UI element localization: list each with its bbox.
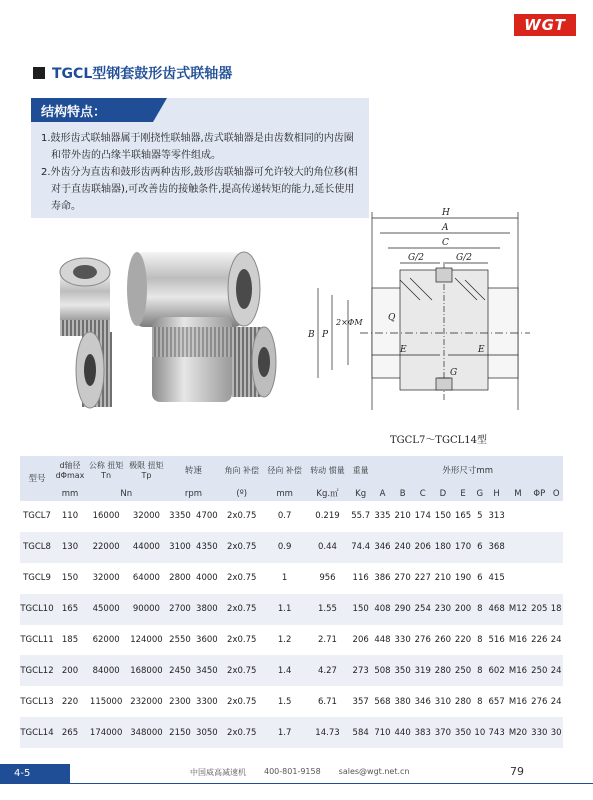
dim-col-D: D xyxy=(433,486,453,501)
table-cell: 2x0.75 xyxy=(220,594,263,625)
table-row xyxy=(20,655,563,686)
table-cell: 584 xyxy=(349,717,373,748)
table-cell xyxy=(529,532,549,563)
table-cell: TGCL10 xyxy=(20,594,54,625)
table-cell xyxy=(529,563,549,594)
table-cell: 150 xyxy=(61,573,79,584)
dim-col-G: G xyxy=(473,486,486,501)
th-inertia: 转动 惯量 xyxy=(306,456,349,486)
table-cell: 1.4 xyxy=(263,655,306,686)
table-cell: 3050 xyxy=(193,717,220,748)
table-cell: 8 xyxy=(477,696,483,707)
table-cell: 4350 xyxy=(193,532,220,563)
table-cell: 210 xyxy=(434,573,452,584)
table-cell: 956 xyxy=(319,573,336,584)
table-cell: 10 xyxy=(473,717,486,748)
table-cell: M12 xyxy=(507,594,530,625)
table-cell: 3300 xyxy=(196,696,218,707)
table-row xyxy=(20,501,563,532)
table-cell: 24 xyxy=(550,635,562,645)
table-cell: 124000 xyxy=(130,635,163,645)
th-speed: 转速 xyxy=(167,456,221,486)
th-torque xyxy=(86,456,167,486)
dim-col-M: M xyxy=(507,486,530,501)
dim-col-H: H xyxy=(487,486,507,501)
table-cell: 2150 xyxy=(167,717,194,748)
table-cell: 743 xyxy=(487,717,507,748)
table-cell: M20 xyxy=(507,717,530,748)
table-cell: 0.7 xyxy=(277,511,292,522)
dim-M: 2×ΦM xyxy=(336,318,363,327)
table-cell: 84000 xyxy=(86,655,126,686)
table-row xyxy=(20,625,563,656)
unit-angular: (º) xyxy=(220,486,263,501)
table-cell: M16 xyxy=(507,655,530,686)
table-cell: 657 xyxy=(488,696,505,707)
table-cell: 220 xyxy=(454,635,472,645)
large-sleeve xyxy=(127,252,260,327)
th-torque-p: 极限 扭矩 Tp xyxy=(129,461,164,480)
table-cell: 2550 xyxy=(169,635,191,645)
table-cell: TGCL12 xyxy=(20,655,54,686)
table-cell: 24 xyxy=(549,655,563,686)
table-cell: 62000 xyxy=(92,635,120,645)
title-square-icon xyxy=(33,67,45,79)
table-cell: 32000 xyxy=(92,573,120,584)
table-cell: 150 xyxy=(349,594,373,625)
table-cell: 386 xyxy=(374,573,391,584)
unit-radial: mm xyxy=(263,486,306,501)
technical-drawing xyxy=(300,200,558,450)
table-cell xyxy=(549,501,563,532)
table-cell: 508 xyxy=(372,655,392,686)
table-cell: 174000 xyxy=(86,717,126,748)
table-cell: 185 xyxy=(61,635,79,645)
table-cell: 3600 xyxy=(196,635,218,645)
table-cell: 165 xyxy=(454,511,472,522)
table-cell: 6.71 xyxy=(318,696,337,707)
table-cell: 290 xyxy=(393,594,413,625)
table-cell: 240 xyxy=(393,532,413,563)
dim-B: B xyxy=(308,330,315,340)
unit-speed: rpm xyxy=(167,486,221,501)
footer-phone: 400-801-9158 xyxy=(264,767,321,776)
table-cell: 232000 xyxy=(130,696,163,707)
table-cell: 230 xyxy=(433,594,453,625)
footer-email: sales@wgt.net.cn xyxy=(338,767,410,776)
table-cell: 227 xyxy=(414,573,431,584)
footer-section: 4-5 xyxy=(0,764,70,784)
table-cell: 260 xyxy=(434,635,452,645)
table-cell: 174 xyxy=(414,511,431,522)
table-cell: 110 xyxy=(61,511,79,522)
dim-G-half-left: G/2 xyxy=(408,253,424,263)
table-cell: 55.7 xyxy=(351,511,371,522)
table-cell: 380 xyxy=(394,696,411,707)
table-cell: 2x0.75 xyxy=(220,717,263,748)
table-cell: 206 xyxy=(352,635,369,645)
dim-col-B: B xyxy=(393,486,413,501)
dim-P: P xyxy=(322,330,329,340)
table-cell: 1.1 xyxy=(263,594,306,625)
feature-item: 2.外齿分为直齿和鼓形齿两种齿形,鼓形齿联轴器可允许较大的角位移(相对于直齿联轴器),可改善齿的接触条件,提高传递转矩的能力,延长使用寿命。 xyxy=(41,167,358,212)
table-cell: 415 xyxy=(488,573,505,584)
table-cell: 346 xyxy=(372,532,392,563)
table-row xyxy=(20,594,563,625)
table-cell xyxy=(507,563,530,594)
table-cell: 448 xyxy=(374,635,391,645)
table-cell: TGCL11 xyxy=(20,635,54,645)
table-cell: 710 xyxy=(372,717,392,748)
table-cell: 254 xyxy=(413,594,433,625)
coupling-photo xyxy=(42,232,292,417)
table-cell: 4.27 xyxy=(306,655,349,686)
table-cell: 210 xyxy=(394,511,411,522)
table-cell: 1.2 xyxy=(277,635,292,645)
table-cell xyxy=(549,563,563,594)
table-cell: 2x0.75 xyxy=(227,696,257,707)
table-cell: 335 xyxy=(374,511,391,522)
table-cell: 200 xyxy=(453,594,473,625)
table-cell: 2x0.75 xyxy=(220,532,263,563)
table-cell: 350 xyxy=(453,717,473,748)
table-cell: 280 xyxy=(454,696,472,707)
drawing-caption: TGCL7～TGCL14型 xyxy=(390,435,487,446)
table-cell: 516 xyxy=(488,635,505,645)
dim-C: C xyxy=(442,238,449,248)
table-cell: 2.71 xyxy=(318,635,337,645)
dim-G: G xyxy=(450,368,458,378)
table-cell: 250 xyxy=(453,655,473,686)
table-cell: 440 xyxy=(393,717,413,748)
table-cell: 130 xyxy=(54,532,86,563)
table-cell: 280 xyxy=(433,655,453,686)
dim-col-O: O xyxy=(549,486,563,501)
table-cell: 4700 xyxy=(196,511,218,522)
page-number: 79 xyxy=(510,765,524,778)
table-cell: 270 xyxy=(394,573,411,584)
table-cell: 22000 xyxy=(86,532,126,563)
table-cell: 346 xyxy=(414,696,431,707)
table-cell: 313 xyxy=(488,511,505,522)
dim-A: A xyxy=(442,223,449,233)
table-cell: 116 xyxy=(352,573,369,584)
table-cell: 348000 xyxy=(126,717,166,748)
table-cell: 8 xyxy=(473,655,486,686)
table-cell: 1 xyxy=(281,573,288,584)
table-cell: 602 xyxy=(487,655,507,686)
table-cell: 2450 xyxy=(167,655,194,686)
table-cell: 18 xyxy=(549,594,563,625)
table-cell xyxy=(549,532,563,563)
table-cell: 370 xyxy=(433,717,453,748)
table-cell: 319 xyxy=(413,655,433,686)
table-cell: 368 xyxy=(487,532,507,563)
dim-E-right: E xyxy=(478,345,485,355)
page-title-row xyxy=(33,64,232,82)
table-cell: 1.55 xyxy=(306,594,349,625)
table-cell: 205 xyxy=(529,594,549,625)
page-title: TGCL型钢套鼓形齿式联轴器 xyxy=(52,66,233,82)
table-cell: 5 xyxy=(477,511,483,522)
table-cell: M16 xyxy=(508,696,528,707)
footer-divider xyxy=(70,783,593,784)
table-cell: 16000 xyxy=(92,511,120,522)
table-cell: 276 xyxy=(414,635,431,645)
table-cell: 165 xyxy=(54,594,86,625)
table-cell: 250 xyxy=(529,655,549,686)
table-cell: 30 xyxy=(549,717,563,748)
unit-bore: mm xyxy=(54,486,86,501)
spec-table-body xyxy=(20,501,563,748)
th-dims-group: 外形尺寸mm xyxy=(372,456,563,486)
table-cell: 0.44 xyxy=(306,532,349,563)
features-heading: 结构特点： xyxy=(41,105,107,120)
th-torque-n: 公称 扭矩 Tn xyxy=(88,461,124,480)
table-cell: 45000 xyxy=(86,594,126,625)
dim-Q: Q xyxy=(388,313,396,323)
dim-E-left: E xyxy=(400,345,407,355)
table-cell: TGCL9 xyxy=(23,573,51,584)
table-cell: 2700 xyxy=(167,594,194,625)
unit-torque: Nn xyxy=(86,486,167,501)
table-cell: 220 xyxy=(61,696,79,707)
table-cell: 6 xyxy=(477,573,483,584)
table-cell: 2x0.75 xyxy=(227,573,257,584)
table-cell: 226 xyxy=(531,635,548,645)
table-cell: 6 xyxy=(473,532,486,563)
table-cell: 200 xyxy=(54,655,86,686)
dim-col-C: C xyxy=(413,486,433,501)
table-cell: 150 xyxy=(434,511,452,522)
th-weight: 重量 xyxy=(349,456,373,486)
dim-H: H xyxy=(442,208,450,218)
table-cell: 64000 xyxy=(132,573,160,584)
table-cell: 115000 xyxy=(89,696,123,707)
table-cell: 568 xyxy=(374,696,391,707)
features-heading-tab xyxy=(31,98,153,122)
table-cell: 180 xyxy=(433,532,453,563)
table-cell: 330 xyxy=(394,635,411,645)
table-cell: 383 xyxy=(413,717,433,748)
table-cell: TGCL8 xyxy=(20,532,54,563)
table-cell: 468 xyxy=(487,594,507,625)
table-cell xyxy=(507,501,530,532)
table-cell: 8 xyxy=(477,635,483,645)
dim-col-E: E xyxy=(453,486,473,501)
table-cell: 1.7 xyxy=(263,717,306,748)
table-cell: 3450 xyxy=(193,655,220,686)
table-cell: 330 xyxy=(529,717,549,748)
table-cell: 1.5 xyxy=(277,696,292,707)
th-angular: 角向 补偿 xyxy=(220,456,263,486)
table-cell: 44000 xyxy=(126,532,166,563)
table-cell: TGCL7 xyxy=(23,511,51,522)
table-cell: 4000 xyxy=(196,573,218,584)
table-cell: M16 xyxy=(508,635,528,645)
table-cell: 276 xyxy=(531,696,548,707)
footer-info xyxy=(190,767,410,778)
small-hub xyxy=(60,258,110,336)
brand-logo: WGT xyxy=(514,14,576,36)
table-cell: 2x0.75 xyxy=(227,635,257,645)
spec-table xyxy=(20,456,563,748)
table-cell: 310 xyxy=(434,696,452,707)
table-cell: 168000 xyxy=(126,655,166,686)
table-cell: 3100 xyxy=(167,532,194,563)
table-cell: 0.219 xyxy=(315,511,340,522)
table-cell: 265 xyxy=(54,717,86,748)
table-cell: 32000 xyxy=(132,511,160,522)
table-cell: 2800 xyxy=(169,573,191,584)
table-cell: 190 xyxy=(454,573,472,584)
table-cell: 273 xyxy=(349,655,373,686)
table-cell: 408 xyxy=(372,594,392,625)
table-cell: 206 xyxy=(413,532,433,563)
table-cell: 357 xyxy=(352,696,369,707)
table-cell: 24 xyxy=(550,696,562,707)
table-cell: 170 xyxy=(453,532,473,563)
unit-inertia: Kg.㎡ xyxy=(306,486,349,501)
table-cell: 3350 xyxy=(169,511,191,522)
footer-company: 中国威高减速机 xyxy=(190,768,246,777)
dim-col-P: ΦP xyxy=(529,486,549,501)
table-cell: 8 xyxy=(473,594,486,625)
table-cell xyxy=(507,532,530,563)
table-cell: 0.9 xyxy=(263,532,306,563)
table-cell: 74.4 xyxy=(349,532,373,563)
th-bore: d轴径 dΦmax xyxy=(54,456,86,486)
th-model: 型号 xyxy=(20,456,54,501)
table-cell xyxy=(529,501,549,532)
table-cell: 2x0.75 xyxy=(227,511,257,522)
table-cell: 2x0.75 xyxy=(220,655,263,686)
dim-col-A: A xyxy=(372,486,392,501)
table-cell: 90000 xyxy=(126,594,166,625)
table-cell: 350 xyxy=(393,655,413,686)
unit-weight: Kg xyxy=(349,486,373,501)
feature-item: 1.鼓形齿式联轴器属于刚挠性联轴器,齿式联轴器是由齿数相同的内齿圈和带外齿的凸缘半联轴器等零件组成。 xyxy=(41,133,354,161)
table-cell: TGCL14 xyxy=(20,717,54,748)
table-row xyxy=(20,717,563,748)
table-cell: 14.73 xyxy=(306,717,349,748)
table-cell: 3800 xyxy=(193,594,220,625)
dim-G-half-right: G/2 xyxy=(456,253,472,263)
table-cell: 2300 xyxy=(169,696,191,707)
th-radial: 径向 补偿 xyxy=(263,456,306,486)
table-row xyxy=(20,563,563,594)
table-row xyxy=(20,532,563,563)
table-row xyxy=(20,686,563,717)
table-cell: TGCL13 xyxy=(20,696,54,707)
